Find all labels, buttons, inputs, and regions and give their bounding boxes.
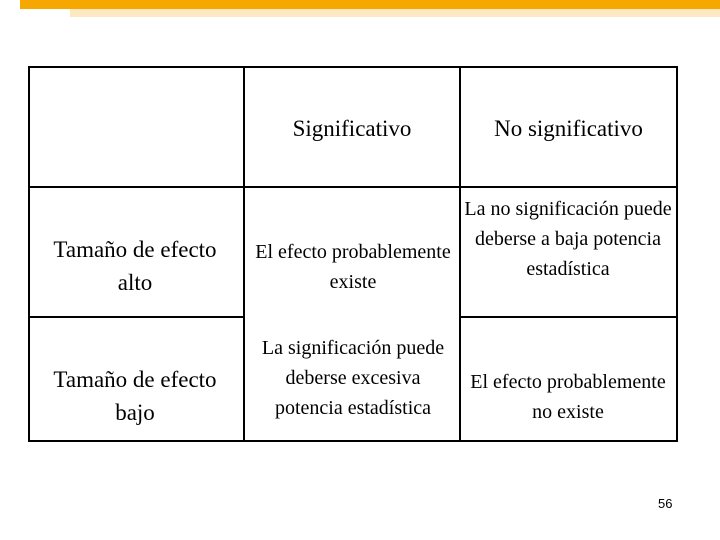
table-corner-cell: [30, 68, 243, 186]
header-accent-bar-light: [70, 9, 720, 17]
cell-high-effect-significant: El efecto probablemente existe: [255, 241, 451, 293]
page-number: 56: [658, 496, 673, 511]
row-header-high-effect: Tamaño de efecto alto: [53, 237, 217, 295]
row-header-low-effect: Tamaño de efecto bajo: [53, 367, 217, 425]
table-divider-row-right: [459, 316, 676, 318]
column-header-not-significant: No significativo: [494, 116, 643, 141]
cell-high-effect-not-significant: La no significación puede deberse a baja potencia estadística: [464, 198, 672, 280]
cell-low-effect-not-significant: El efecto probablemente no existe: [470, 371, 666, 423]
table-divider-row-left: [30, 316, 243, 318]
cell-low-effect-significant: La significación puede deberse excesiva potencia estadística: [261, 337, 445, 419]
header-accent-bar: [20, 0, 720, 9]
column-header-significant: Significativo: [292, 116, 412, 141]
table-divider-header: [30, 186, 676, 188]
significance-effect-size-table: [28, 66, 678, 442]
